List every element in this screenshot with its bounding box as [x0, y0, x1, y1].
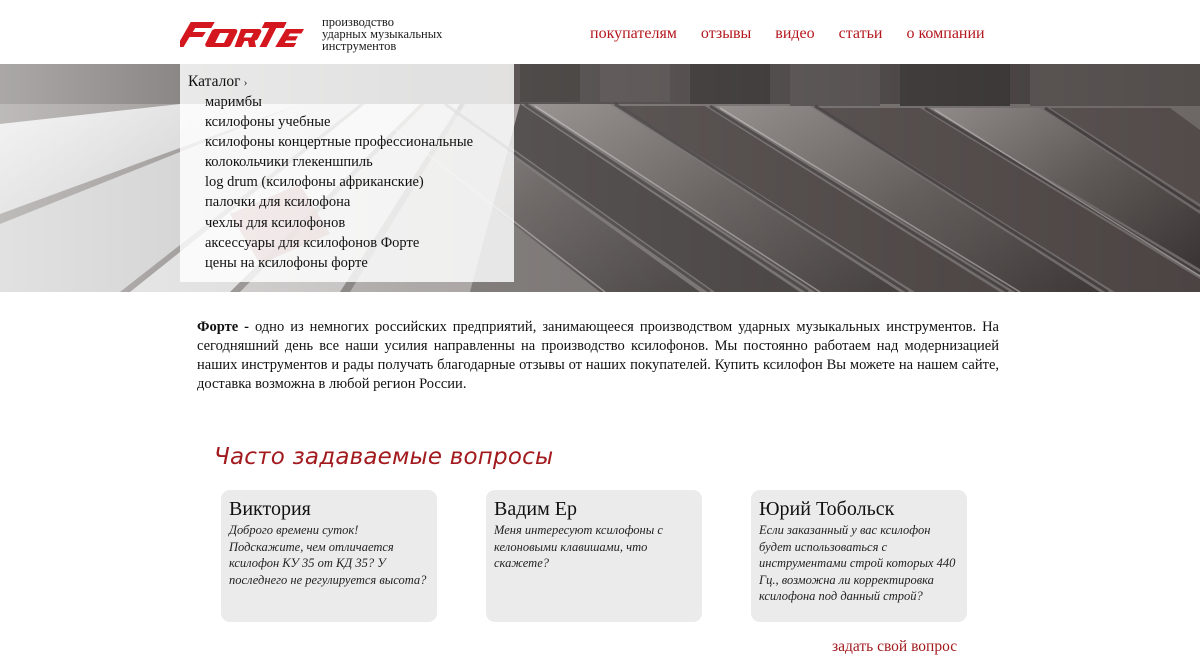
catalog-item-log-drum[interactable]: log drum (ксилофоны африканские): [205, 174, 424, 191]
catalog-item-accessories[interactable]: аксессуары для ксилофонов Форте: [205, 234, 420, 251]
faq-card-question: Доброго времени суток! Подскажите, чем отличается ксилофон КУ 35 от КД 35? У последнего не регулируется высота?: [229, 523, 427, 587]
catalog-menu: [180, 64, 514, 282]
faq-card-author: Юрий Тобольск: [759, 498, 895, 520]
faq-heading: Часто задаваемые вопросы: [214, 444, 554, 470]
chevron-right-icon: ›: [243, 75, 248, 89]
catalog-item-glockenspiel[interactable]: колокольчики глекеншпиль: [205, 154, 373, 171]
catalog-list: [188, 92, 514, 273]
intro-text: одно из немногих российских предприятий, занимающееся производством ударных музыкальных инструментов. На сегодняшний день все наши усилия направленны на производство ксилофонов. Мы постоянно работаем над модернизацией наших инструментов и рады получать благодарные отзывы от наших покупателей. Купить ксилофон Вы можете на нашем сайте, доставка возможна в любой регион России.: [197, 319, 999, 392]
tagline-line: производство: [322, 15, 394, 29]
forte-logo[interactable]: [180, 17, 305, 53]
faq-card-author: Виктория: [229, 498, 311, 520]
catalog-item-prices[interactable]: цены на ксилофоны форте: [205, 254, 368, 271]
faq-card-author: Вадим Ер: [494, 498, 577, 520]
nav-item-about[interactable]: о компании: [906, 25, 985, 42]
faq-card[interactable]: [751, 490, 967, 622]
nav-item-video[interactable]: видео: [775, 25, 815, 42]
tagline-line: инструментов: [322, 39, 397, 53]
catalog-item-mallets[interactable]: палочки для ксилофона: [205, 194, 351, 211]
catalog-item-marimbas[interactable]: маримбы: [205, 94, 262, 110]
catalog-item-xylophones-school[interactable]: ксилофоны учебные: [205, 114, 331, 131]
faq-card-question: Меня интересуют ксилофоны с келоновыми клавишами, что скажете?: [494, 523, 663, 570]
catalog-title-label: Каталог: [188, 73, 241, 90]
tagline-line: ударных музыкальных: [322, 27, 443, 41]
ask-question-link[interactable]: задать свой вопрос: [832, 638, 958, 655]
main-nav: [590, 25, 985, 43]
faq-card[interactable]: [486, 490, 702, 622]
site-header: [0, 0, 1200, 64]
catalog-item-xylophones-concert[interactable]: ксилофоны концертные профессиональные: [205, 134, 474, 151]
faq-card-question: Если заказанный у вас ксилофон будет использоваться с инструментами строй которых 440 Гц., возможна ли корректировка ксилофона под данный строй?: [759, 523, 956, 603]
nav-item-articles[interactable]: статьи: [838, 25, 883, 42]
nav-item-reviews[interactable]: отзывы: [700, 25, 752, 42]
faq-card[interactable]: [221, 490, 437, 622]
brand-tagline: [322, 16, 482, 52]
intro-paragraph: [197, 318, 999, 394]
forte-logo-graphic: [180, 17, 305, 53]
intro-lead: Форте -: [197, 319, 249, 335]
nav-item-customers[interactable]: покупателям: [590, 25, 677, 42]
catalog-title[interactable]: [188, 72, 514, 92]
catalog-item-covers[interactable]: чехлы для ксилофонов: [205, 214, 346, 231]
